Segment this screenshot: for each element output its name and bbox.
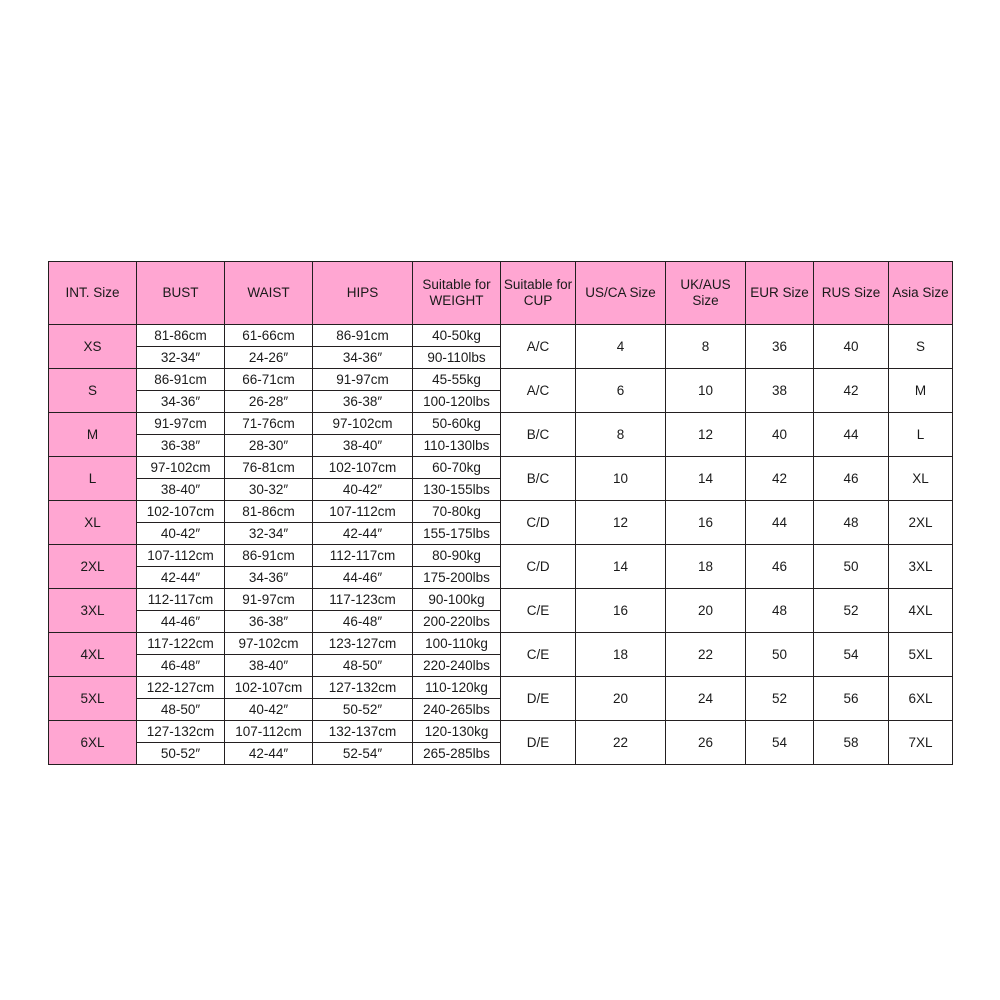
cell-cup: D/E bbox=[501, 677, 576, 721]
cell-rus: 42 bbox=[814, 369, 889, 413]
cell-bust-in: 44-46″ bbox=[160, 614, 201, 629]
cell-weight-lbs: 265-285lbs bbox=[423, 746, 490, 761]
cell-weight bbox=[413, 457, 501, 501]
cell-weight bbox=[413, 721, 501, 765]
cell-waist-cm: 97-102cm bbox=[225, 633, 312, 655]
cell-hips-cm: 107-112cm bbox=[313, 501, 412, 523]
cell-bust bbox=[137, 325, 225, 369]
cell-waist-in: 24-26″ bbox=[248, 350, 289, 365]
header-cup: Suitable for CUP bbox=[501, 262, 576, 325]
cell-hips-in: 52-54″ bbox=[342, 746, 383, 761]
header-int-size: INT. Size bbox=[49, 262, 137, 325]
size-chart-table bbox=[48, 261, 953, 765]
cell-int-size: M bbox=[49, 413, 137, 457]
cell-waist-in: 34-36″ bbox=[248, 570, 289, 585]
cell-weight-lbs: 130-155lbs bbox=[423, 482, 490, 497]
cell-asia: 6XL bbox=[889, 677, 953, 721]
cell-uk-aus: 14 bbox=[666, 457, 746, 501]
cell-us-ca: 8 bbox=[576, 413, 666, 457]
cell-us-ca: 20 bbox=[576, 677, 666, 721]
cell-waist-cm: 91-97cm bbox=[225, 589, 312, 611]
cell-waist bbox=[225, 589, 313, 633]
cell-asia: M bbox=[889, 369, 953, 413]
cell-cup: D/E bbox=[501, 721, 576, 765]
table-row bbox=[49, 325, 953, 369]
cell-cup: A/C bbox=[501, 325, 576, 369]
table-row bbox=[49, 677, 953, 721]
cell-int-size: XL bbox=[49, 501, 137, 545]
cell-hips-cm: 132-137cm bbox=[313, 721, 412, 743]
cell-bust-cm: 112-117cm bbox=[137, 589, 224, 611]
cell-waist bbox=[225, 633, 313, 677]
table-row bbox=[49, 369, 953, 413]
cell-weight-lbs: 175-200lbs bbox=[423, 570, 490, 585]
cell-cup: C/D bbox=[501, 501, 576, 545]
cell-weight bbox=[413, 501, 501, 545]
cell-hips bbox=[313, 369, 413, 413]
cell-int-size: 4XL bbox=[49, 633, 137, 677]
cell-waist bbox=[225, 413, 313, 457]
cell-hips-in: 48-50″ bbox=[342, 658, 383, 673]
cell-bust-in: 34-36″ bbox=[160, 394, 201, 409]
cell-int-size: 6XL bbox=[49, 721, 137, 765]
cell-eur: 48 bbox=[746, 589, 814, 633]
cell-weight-lbs: 110-130lbs bbox=[423, 438, 490, 453]
cell-hips bbox=[313, 413, 413, 457]
cell-bust-cm: 107-112cm bbox=[137, 545, 224, 567]
cell-eur: 44 bbox=[746, 501, 814, 545]
cell-weight-lbs: 155-175lbs bbox=[423, 526, 490, 541]
header-eur: EUR Size bbox=[746, 262, 814, 325]
cell-hips-in: 50-52″ bbox=[342, 702, 383, 717]
header-uk-aus: UK/AUS Size bbox=[666, 262, 746, 325]
cell-hips bbox=[313, 721, 413, 765]
cell-cup: A/C bbox=[501, 369, 576, 413]
cell-eur: 46 bbox=[746, 545, 814, 589]
cell-weight-lbs: 100-120lbs bbox=[423, 394, 490, 409]
cell-hips-cm: 117-123cm bbox=[313, 589, 412, 611]
cell-waist-cm: 66-71cm bbox=[225, 369, 312, 391]
cell-waist bbox=[225, 545, 313, 589]
cell-bust bbox=[137, 721, 225, 765]
table-row bbox=[49, 545, 953, 589]
cell-cup: B/C bbox=[501, 413, 576, 457]
cell-bust-in: 36-38″ bbox=[160, 438, 201, 453]
cell-bust-in: 32-34″ bbox=[160, 350, 201, 365]
cell-rus: 50 bbox=[814, 545, 889, 589]
cell-waist-in: 32-34″ bbox=[248, 526, 289, 541]
cell-weight-kg: 70-80kg bbox=[413, 501, 500, 523]
cell-weight bbox=[413, 325, 501, 369]
cell-hips bbox=[313, 633, 413, 677]
header-bust: BUST bbox=[137, 262, 225, 325]
cell-cup: C/D bbox=[501, 545, 576, 589]
cell-rus: 54 bbox=[814, 633, 889, 677]
cell-waist-in: 28-30″ bbox=[248, 438, 289, 453]
cell-bust-in: 46-48″ bbox=[160, 658, 201, 673]
cell-bust bbox=[137, 501, 225, 545]
cell-asia: 4XL bbox=[889, 589, 953, 633]
cell-hips bbox=[313, 677, 413, 721]
cell-hips-cm: 127-132cm bbox=[313, 677, 412, 699]
cell-cup: B/C bbox=[501, 457, 576, 501]
cell-hips-in: 44-46″ bbox=[342, 570, 383, 585]
cell-bust bbox=[137, 457, 225, 501]
cell-hips-cm: 102-107cm bbox=[313, 457, 412, 479]
cell-cup: C/E bbox=[501, 633, 576, 677]
cell-bust bbox=[137, 545, 225, 589]
cell-bust-cm: 122-127cm bbox=[137, 677, 224, 699]
header-weight: Suitable for WEIGHT bbox=[413, 262, 501, 325]
cell-int-size: XS bbox=[49, 325, 137, 369]
cell-us-ca: 14 bbox=[576, 545, 666, 589]
cell-waist-in: 42-44″ bbox=[248, 746, 289, 761]
cell-hips bbox=[313, 325, 413, 369]
cell-asia: 7XL bbox=[889, 721, 953, 765]
cell-us-ca: 16 bbox=[576, 589, 666, 633]
cell-uk-aus: 18 bbox=[666, 545, 746, 589]
cell-int-size: 2XL bbox=[49, 545, 137, 589]
cell-bust-cm: 91-97cm bbox=[137, 413, 224, 435]
cell-weight bbox=[413, 369, 501, 413]
cell-waist bbox=[225, 369, 313, 413]
cell-int-size: S bbox=[49, 369, 137, 413]
cell-bust-in: 50-52″ bbox=[160, 746, 201, 761]
cell-weight bbox=[413, 677, 501, 721]
cell-uk-aus: 10 bbox=[666, 369, 746, 413]
cell-waist-cm: 102-107cm bbox=[225, 677, 312, 699]
cell-weight-kg: 120-130kg bbox=[413, 721, 500, 743]
cell-bust-cm: 102-107cm bbox=[137, 501, 224, 523]
cell-waist-in: 36-38″ bbox=[248, 614, 289, 629]
cell-weight bbox=[413, 545, 501, 589]
cell-waist bbox=[225, 677, 313, 721]
table-row bbox=[49, 721, 953, 765]
cell-rus: 46 bbox=[814, 457, 889, 501]
cell-bust-in: 38-40″ bbox=[160, 482, 201, 497]
cell-waist-in: 40-42″ bbox=[248, 702, 289, 717]
cell-waist-cm: 61-66cm bbox=[225, 325, 312, 347]
cell-eur: 54 bbox=[746, 721, 814, 765]
cell-waist-cm: 81-86cm bbox=[225, 501, 312, 523]
cell-rus: 56 bbox=[814, 677, 889, 721]
cell-bust-cm: 127-132cm bbox=[137, 721, 224, 743]
table-row bbox=[49, 633, 953, 677]
cell-hips bbox=[313, 589, 413, 633]
cell-us-ca: 4 bbox=[576, 325, 666, 369]
cell-uk-aus: 12 bbox=[666, 413, 746, 457]
cell-hips-in: 38-40″ bbox=[342, 438, 383, 453]
table-row bbox=[49, 413, 953, 457]
cell-hips-in: 34-36″ bbox=[342, 350, 383, 365]
cell-asia: S bbox=[889, 325, 953, 369]
cell-uk-aus: 26 bbox=[666, 721, 746, 765]
cell-waist bbox=[225, 501, 313, 545]
cell-weight-kg: 80-90kg bbox=[413, 545, 500, 567]
cell-bust-in: 40-42″ bbox=[160, 526, 201, 541]
cell-uk-aus: 24 bbox=[666, 677, 746, 721]
cell-weight bbox=[413, 413, 501, 457]
cell-eur: 42 bbox=[746, 457, 814, 501]
cell-waist-in: 38-40″ bbox=[248, 658, 289, 673]
cell-rus: 48 bbox=[814, 501, 889, 545]
cell-hips-in: 46-48″ bbox=[342, 614, 383, 629]
cell-cup: C/E bbox=[501, 589, 576, 633]
cell-rus: 52 bbox=[814, 589, 889, 633]
cell-eur: 38 bbox=[746, 369, 814, 413]
cell-weight-kg: 100-110kg bbox=[413, 633, 500, 655]
cell-us-ca: 6 bbox=[576, 369, 666, 413]
cell-asia: XL bbox=[889, 457, 953, 501]
table-header-row bbox=[49, 262, 953, 325]
cell-waist bbox=[225, 457, 313, 501]
cell-us-ca: 22 bbox=[576, 721, 666, 765]
cell-waist-in: 26-28″ bbox=[248, 394, 289, 409]
cell-waist-cm: 107-112cm bbox=[225, 721, 312, 743]
cell-rus: 44 bbox=[814, 413, 889, 457]
cell-uk-aus: 20 bbox=[666, 589, 746, 633]
cell-weight bbox=[413, 589, 501, 633]
cell-weight-kg: 40-50kg bbox=[413, 325, 500, 347]
cell-weight-lbs: 240-265lbs bbox=[423, 702, 490, 717]
cell-eur: 36 bbox=[746, 325, 814, 369]
cell-weight-kg: 110-120kg bbox=[413, 677, 500, 699]
header-asia: Asia Size bbox=[889, 262, 953, 325]
cell-bust bbox=[137, 369, 225, 413]
cell-int-size: 5XL bbox=[49, 677, 137, 721]
cell-us-ca: 12 bbox=[576, 501, 666, 545]
header-waist: WAIST bbox=[225, 262, 313, 325]
cell-waist-cm: 76-81cm bbox=[225, 457, 312, 479]
cell-hips-cm: 86-91cm bbox=[313, 325, 412, 347]
cell-waist bbox=[225, 721, 313, 765]
cell-hips bbox=[313, 457, 413, 501]
cell-us-ca: 10 bbox=[576, 457, 666, 501]
cell-bust-in: 42-44″ bbox=[160, 570, 201, 585]
table-row bbox=[49, 457, 953, 501]
cell-weight-kg: 50-60kg bbox=[413, 413, 500, 435]
cell-bust-cm: 81-86cm bbox=[137, 325, 224, 347]
cell-hips-cm: 112-117cm bbox=[313, 545, 412, 567]
header-us-ca: US/CA Size bbox=[576, 262, 666, 325]
cell-bust bbox=[137, 677, 225, 721]
header-hips: HIPS bbox=[313, 262, 413, 325]
cell-asia: 2XL bbox=[889, 501, 953, 545]
cell-eur: 52 bbox=[746, 677, 814, 721]
cell-eur: 40 bbox=[746, 413, 814, 457]
cell-uk-aus: 8 bbox=[666, 325, 746, 369]
cell-bust bbox=[137, 413, 225, 457]
table-row bbox=[49, 501, 953, 545]
cell-weight bbox=[413, 633, 501, 677]
cell-waist bbox=[225, 325, 313, 369]
cell-hips-cm: 91-97cm bbox=[313, 369, 412, 391]
cell-weight-kg: 45-55kg bbox=[413, 369, 500, 391]
cell-asia: L bbox=[889, 413, 953, 457]
table-row bbox=[49, 589, 953, 633]
cell-weight-lbs: 90-110lbs bbox=[427, 350, 486, 365]
cell-asia: 5XL bbox=[889, 633, 953, 677]
cell-waist-in: 30-32″ bbox=[248, 482, 289, 497]
cell-weight-lbs: 200-220lbs bbox=[423, 614, 490, 629]
cell-uk-aus: 16 bbox=[666, 501, 746, 545]
cell-uk-aus: 22 bbox=[666, 633, 746, 677]
cell-us-ca: 18 bbox=[576, 633, 666, 677]
cell-hips bbox=[313, 545, 413, 589]
cell-bust-cm: 86-91cm bbox=[137, 369, 224, 391]
cell-rus: 58 bbox=[814, 721, 889, 765]
cell-hips-cm: 123-127cm bbox=[313, 633, 412, 655]
cell-waist-cm: 71-76cm bbox=[225, 413, 312, 435]
cell-hips-in: 42-44″ bbox=[342, 526, 383, 541]
cell-hips-cm: 97-102cm bbox=[313, 413, 412, 435]
cell-int-size: L bbox=[49, 457, 137, 501]
cell-bust bbox=[137, 589, 225, 633]
cell-bust-cm: 117-122cm bbox=[137, 633, 224, 655]
cell-bust-cm: 97-102cm bbox=[137, 457, 224, 479]
cell-int-size: 3XL bbox=[49, 589, 137, 633]
header-rus: RUS Size bbox=[814, 262, 889, 325]
cell-waist-cm: 86-91cm bbox=[225, 545, 312, 567]
cell-weight-lbs: 220-240lbs bbox=[423, 658, 490, 673]
cell-weight-kg: 90-100kg bbox=[413, 589, 500, 611]
cell-eur: 50 bbox=[746, 633, 814, 677]
cell-hips-in: 40-42″ bbox=[342, 482, 383, 497]
cell-bust bbox=[137, 633, 225, 677]
cell-weight-kg: 60-70kg bbox=[413, 457, 500, 479]
cell-rus: 40 bbox=[814, 325, 889, 369]
cell-asia: 3XL bbox=[889, 545, 953, 589]
cell-hips-in: 36-38″ bbox=[342, 394, 383, 409]
cell-bust-in: 48-50″ bbox=[160, 702, 201, 717]
cell-hips bbox=[313, 501, 413, 545]
